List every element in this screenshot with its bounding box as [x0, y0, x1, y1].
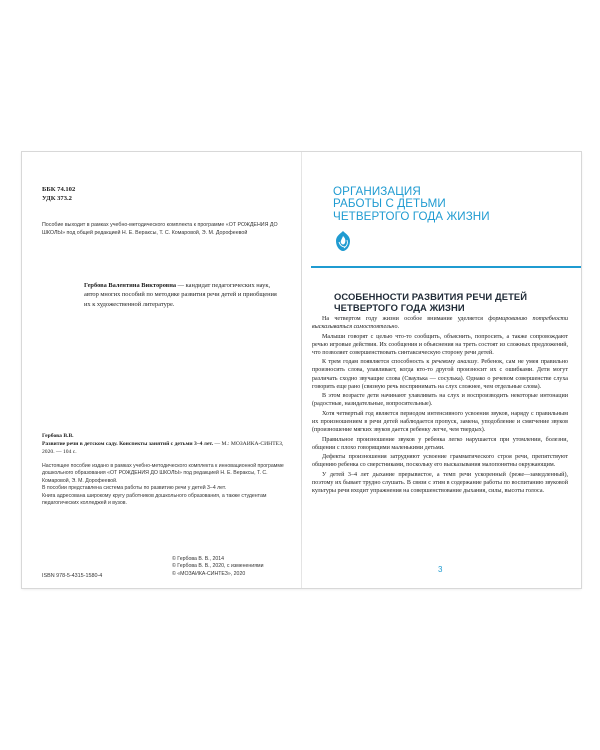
note-paragraph: Настоящее пособие издано в рамках учебно-методического комплекта к инновационной программе дошкольного образования «ОТ РОЖДЕНИЯ ДО ШКОЛЫ» под редакцией Н. Е. Вераксы, Т. С. Комаровой, Э. М. Дорофеевой.	[42, 463, 284, 484]
udk-code: УДК 373.2	[42, 195, 72, 202]
page-number: 3	[438, 565, 443, 574]
section-title-line: ЧЕТВЕРТОГО ГОДА ЖИЗНИ	[334, 302, 465, 314]
paragraph: Дефекты произношения затрудняют усвоение грамматического строя речи, препятствуют общению ребенка со сверстниками, поскольку его высказывания малопонятны окружающим.	[312, 454, 568, 469]
paragraph: Малыши говорят с целью что-то сообщить, объяснить, попросить, а также сопровождают речью игровые действия. Их сообщения и объяснения на треть состоят из сложных предложений, что позволяет совершенствовать синтаксическую сторону речи детей.	[312, 333, 568, 356]
biblio-author: Гербова В.В.	[42, 433, 74, 439]
swirl-emblem-icon	[333, 230, 353, 252]
book-gutter	[301, 152, 302, 588]
section-title	[334, 291, 574, 313]
author-bio: — кандидат педагогических наук, автор многих пособий по методике развития речи детей и приобщения их к художественной литературе.	[84, 282, 277, 308]
chapter-divider	[311, 266, 581, 268]
paragraph: К трем годам появляется способность к речевому анализу. Ребенок, сам не умея правильно произносить слова, улавливает, когда кто-то другой произносит их с ошибками. Дети могут различать сходно звучащие слова (Сваулька — сосулька). Однако о речевом совершенстве слуха говорить еще рано (связную речь воспринимать на слух сложнее, чем отдельные слова).	[312, 359, 569, 390]
body-text	[312, 315, 568, 497]
bbk-code: ББК 74.102	[42, 186, 76, 193]
biblio-imprint: — М.: МОЗАИКА-СИНТЕЗ, 2020. — 104 с.	[42, 440, 284, 455]
copyright-line: © «МОЗАИКА-СИНТЕЗ», 2020	[172, 570, 246, 577]
section-title-line: ОСОБЕННОСТИ РАЗВИТИЯ РЕЧИ ДЕТЕЙ	[334, 291, 528, 302]
paragraph: На четвертом году жизни особое внимание уделяется формированию потребности высказываться самостоятельно.	[312, 316, 569, 331]
bibliographic-record	[42, 433, 292, 456]
isbn: ISBN 978-5-4315-1580-4	[42, 573, 103, 579]
paragraph: Правильное произношение звуков у ребенка легко нарушается при утомлении, болезни, общении с плохо говорящими маленькими детьми.	[312, 436, 568, 451]
copyright-line: © Гербова В. В., 2020, с изменениями	[172, 563, 264, 570]
biblio-title: Развитие речи в детском саду. Конспекты занятий с детьми 3–4 лет.	[42, 440, 214, 447]
annotation-notes	[42, 463, 294, 507]
copyright-block	[172, 556, 297, 578]
author-annotation	[84, 281, 284, 309]
author-name: Гербова Валентина Викторовна	[84, 282, 177, 289]
chapter-title-line: ОРГАНИЗАЦИЯ	[333, 185, 421, 198]
paragraph: У детей 3–4 лет дыхание прерывистое, а темп речи ускоренный (реже—замедленный), поэтому их бывает трудно слушать. В связи с этим в содержание работы по воспитанию звуковой культуры речи входит упражнения на совершенствование дыхания, силы, высоты голоса.	[312, 472, 568, 495]
paragraph: Хотя четвертый год является периодом интенсивного усвоения звуков, наряду с правильным их произношением в речи детей наблюдается пропуск, замена, уподобление и смягчение звуков (произношение мягких звуков дается ребенку легче, чем твердых).	[312, 410, 568, 433]
copyright-line: © Гербова В. В., 2014	[172, 556, 225, 562]
chapter-title	[333, 186, 573, 223]
series-note: Пособие выходит в рамках учебно-методического комплекта к программе «ОТ РОЖДЕНИЯ ДО ШКОЛЫ» под общей редакцией Н. Е. Вераксы, Т. С. Комаровой, Э. М. Дорофеевой	[42, 222, 278, 236]
note-paragraph: Книга адресована широкому кругу работников дошкольного образования, а также студентам педагогических колледжей и вузов.	[42, 492, 267, 507]
paragraph: В этом возрасте дети начинают улавливать на слух и воспроизводить некоторые интонации (радостные, назидательные, вопросительные).	[312, 393, 568, 408]
bbk-udk-block	[42, 185, 75, 203]
chapter-title-line: ЧЕТВЕРТОГО ГОДА ЖИЗНИ	[333, 209, 490, 223]
note-paragraph: В пособии представлена система работы по развитию речи у детей 3–4 лет.	[42, 485, 227, 492]
chapter-title-line: РАБОТЫ С ДЕТЬМИ	[333, 197, 446, 211]
